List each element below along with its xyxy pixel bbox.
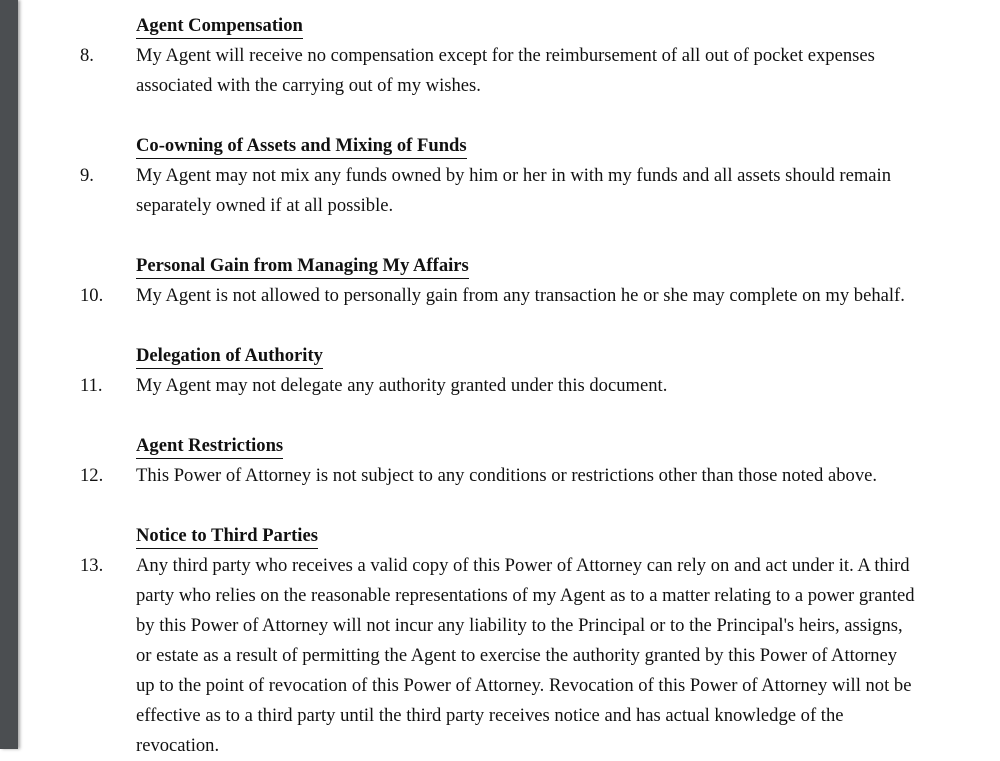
section-text-line: Any third party who receives a valid copy of this Power of Attorney can rely on and act under it. A third	[136, 555, 910, 576]
section-heading: Agent Restrictions	[136, 435, 283, 459]
section-text-line: My Agent may not delegate any authority granted under this document.	[136, 375, 668, 396]
section-text-line: up to the point of revocation of this Power of Attorney. Revocation of this Power of Attorney will not be	[136, 675, 912, 696]
section-heading: Personal Gain from Managing My Affairs	[136, 255, 469, 279]
section-heading: Notice to Third Parties	[136, 525, 318, 549]
section-number: 11.	[80, 375, 103, 396]
section-number: 9.	[80, 165, 94, 186]
viewer-sidebar-edge	[0, 0, 18, 749]
section-heading: Co-owning of Assets and Mixing of Funds	[136, 135, 467, 159]
section-text-line: revocation.	[136, 735, 220, 756]
section-text-line: This Power of Attorney is not subject to any conditions or restrictions other than those noted above.	[136, 465, 878, 486]
section-number: 12.	[80, 465, 104, 486]
section-text-line: associated with the carrying out of my wishes.	[136, 75, 481, 96]
section-text-line: effective as to a third party until the third party receives notice and has actual knowledge of the	[136, 705, 844, 726]
section-text-line: separately owned if at all possible.	[136, 195, 394, 216]
section-text-line: or estate as a result of permitting the Agent to exercise the authority granted by this Power of Attorney	[136, 645, 898, 666]
section-text-line: by this Power of Attorney will not incur any liability to the Principal or to the Principal's heirs, assigns,	[136, 615, 903, 636]
section-number: 10.	[80, 285, 104, 306]
section-number: 13.	[80, 555, 104, 576]
section-number: 8.	[80, 45, 94, 66]
section-text-line: My Agent will receive no compensation except for the reimbursement of all out of pocket expenses	[136, 45, 875, 66]
section-heading: Agent Compensation	[136, 15, 303, 39]
section-text-line: My Agent may not mix any funds owned by him or her in with my funds and all assets should remain	[136, 165, 892, 186]
section-text-line: My Agent is not allowed to personally gain from any transaction he or she may complete on my behalf.	[136, 285, 905, 306]
section-text-line: party who relies on the reasonable representations of my Agent as to a matter relating to a power granted	[136, 585, 915, 606]
section-heading: Delegation of Authority	[136, 345, 323, 369]
